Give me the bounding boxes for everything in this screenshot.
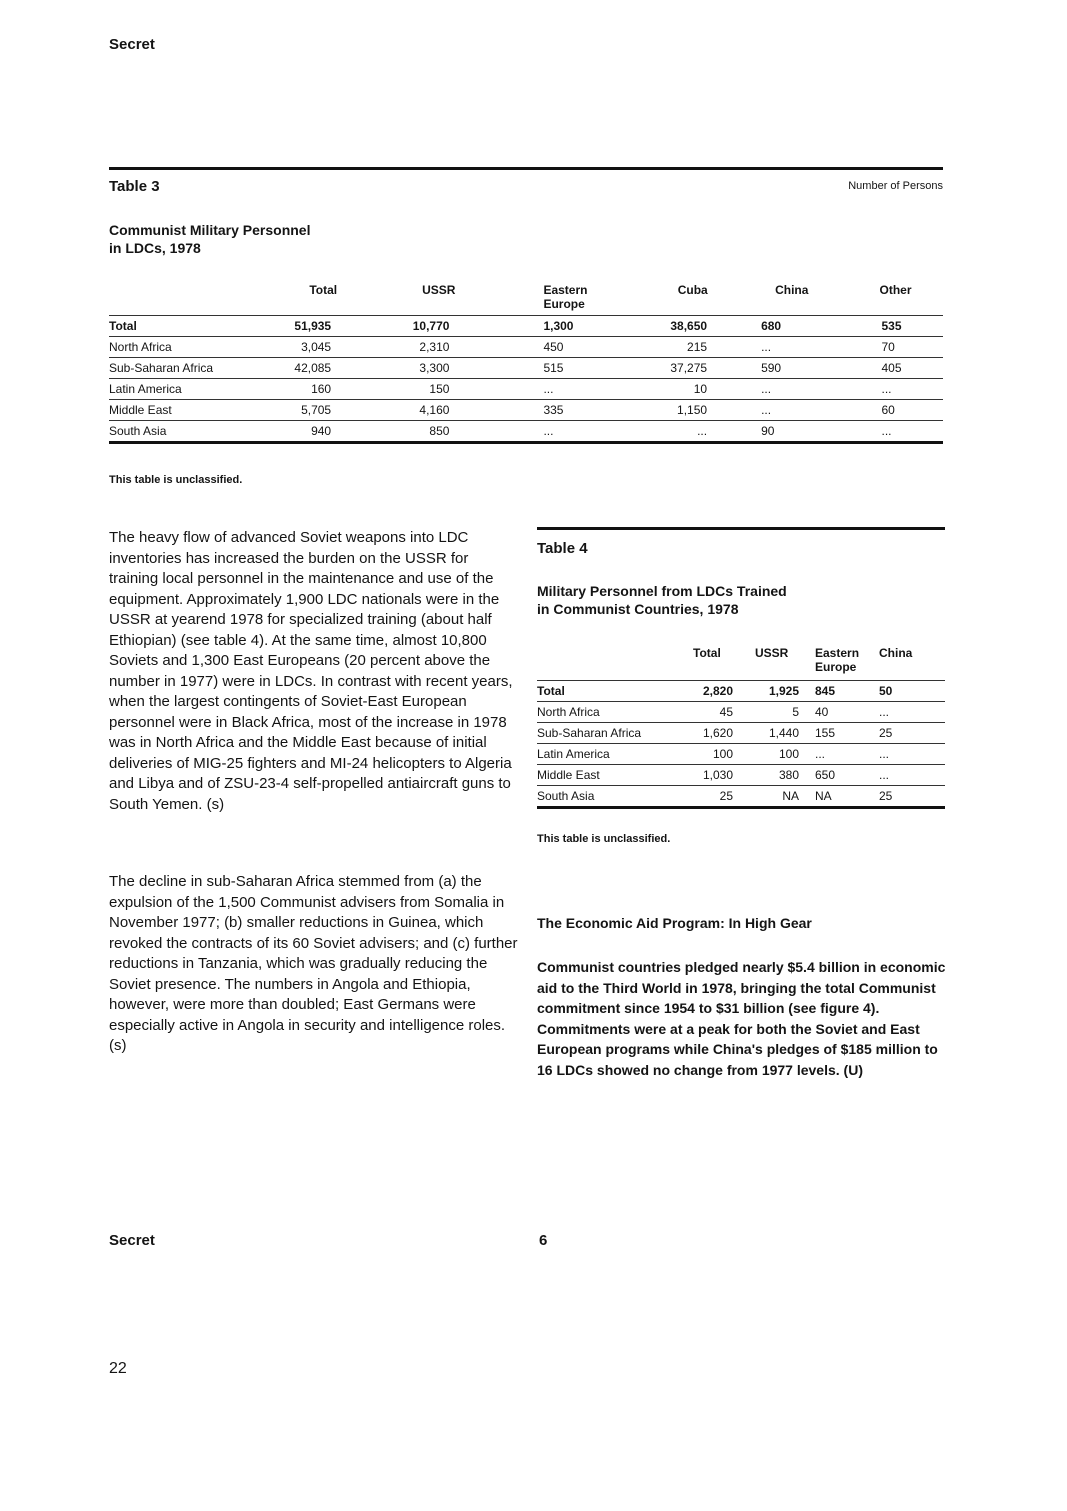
table-cell: ... (805, 743, 875, 764)
table3-col-header: China (713, 283, 823, 315)
table-row (537, 764, 945, 785)
table-cell: 1,925 (739, 680, 805, 701)
table4 (537, 646, 945, 809)
table-cell: 4,160 (337, 399, 455, 420)
table-cell: ... (824, 378, 944, 399)
table-cell: ... (824, 420, 944, 442)
table3-title-line2: in LDCs, 1978 (109, 240, 201, 256)
body-paragraph-1: The heavy flow of advanced Soviet weapons into LDC inventories has increased the burden on the USSR for training local personnel in the maintenance and use of the equipment. Approximately 1,900 LDC nationals were in the USSR at yearend 1978 for specialized training (about half Ethiopian) (see table 4). At the same time, almost 10,800 Soviets and 1,300 East Europeans (20 percent above the number in 1977) were in LDCs. In contrast with recent years, when the largest contingents of Soviet-East European personnel were in Black Africa, most of the increase in 1978 was in North Africa and the Middle East because of initial deliveries of MIG-25 fighters and MI-24 helicopters to Algeria and Libya and of ZSU-23-4 self-propelled antiaircraft guns to South Yemen. (s) (109, 529, 513, 813)
table-cell: 535 (824, 315, 944, 336)
table-cell: 380 (739, 764, 805, 785)
table3-top-rule (109, 167, 943, 170)
table-cell: 51,935 (219, 315, 337, 336)
table-cell: 1,300 (455, 315, 599, 336)
row-label: North Africa (537, 701, 677, 722)
table-cell: 42,085 (219, 357, 337, 378)
table-cell: 38,650 (600, 315, 713, 336)
row-label: North Africa (109, 336, 219, 357)
table-cell: 10,770 (337, 315, 455, 336)
table-cell: 40 (805, 701, 875, 722)
table4-col-header (537, 646, 677, 680)
table4-col-header: Total (677, 646, 739, 680)
table-cell: ... (875, 743, 945, 764)
table3-units: Number of Persons (848, 180, 943, 192)
table-cell: 1,440 (739, 722, 805, 743)
table-row (537, 680, 945, 701)
table4-label: Table 4 (537, 540, 588, 557)
table-row (109, 420, 943, 442)
sheet-number: 22 (109, 1360, 127, 1377)
table-cell: ... (600, 420, 713, 442)
row-label: Latin America (109, 378, 219, 399)
table3-col-header: Eastern Europe (455, 283, 599, 315)
table4-note: This table is unclassified. (537, 833, 671, 845)
table4-title-line2: in Communist Countries, 1978 (537, 601, 739, 617)
body-paragraph-3: Communist countries pledged nearly $5.4 billion in economic aid to the Third World in 1978, bringing the total Communist commitment since 1954 to $31 billion (see figure 4). Commitments were at a peak for both the Soviet and East European programs while China's pledges of $185 million to 16 LDCs showed no change from 1977 levels. (U) (537, 959, 946, 1078)
row-label: Total (109, 315, 219, 336)
table-cell: ... (713, 378, 823, 399)
table-row (109, 378, 943, 399)
table-cell: 850 (337, 420, 455, 442)
table3-col-header: Other (824, 283, 944, 315)
table3-title-line1: Communist Military Personnel (109, 222, 311, 238)
top-classification: Secret (109, 36, 155, 53)
table-cell: 450 (455, 336, 599, 357)
row-label: Middle East (537, 764, 677, 785)
table-cell: 5 (739, 701, 805, 722)
table-cell: NA (805, 785, 875, 807)
table-cell: 1,620 (677, 722, 739, 743)
table-cell: 155 (805, 722, 875, 743)
body-paragraph-2: The decline in sub-Saharan Africa stemmed from (a) the expulsion of the 1,500 Communist advisers from Somalia in November 1977; (b) smaller reductions in Guinea, which revoked the contracts of its 60 Soviet advisers; and (c) further reductions in Tanzania, which was gradually reducing the Soviet presence. The numbers in Angola and Ethiopia, however, were more than doubled; East Germans were especially active in Angola in security and intelligence roles.(s) (109, 873, 518, 1054)
table4-col-header: USSR (739, 646, 805, 680)
row-label: Total (537, 680, 677, 701)
table-row (109, 399, 943, 420)
table-row (537, 785, 945, 807)
table-row (537, 743, 945, 764)
table-cell: ... (713, 399, 823, 420)
table-cell: ... (875, 764, 945, 785)
table-cell: 1,150 (600, 399, 713, 420)
table-cell: 37,275 (600, 357, 713, 378)
table-cell: 25 (875, 785, 945, 807)
table-cell: 590 (713, 357, 823, 378)
table-cell: 650 (805, 764, 875, 785)
table-cell: 25 (677, 785, 739, 807)
row-label: South Asia (537, 785, 677, 807)
table4-col-header: Eastern Europe (805, 646, 875, 680)
table3-label: Table 3 (109, 178, 160, 195)
table-cell: 405 (824, 357, 944, 378)
table-cell: 1,030 (677, 764, 739, 785)
table3-title (109, 221, 409, 257)
table-row (537, 701, 945, 722)
bottom-classification: Secret (109, 1232, 155, 1249)
table-row (109, 357, 943, 378)
table-cell: ... (455, 420, 599, 442)
table-cell: 515 (455, 357, 599, 378)
table-row (537, 722, 945, 743)
row-label: Sub-Saharan Africa (537, 722, 677, 743)
table-cell: 160 (219, 378, 337, 399)
table-cell: 25 (875, 722, 945, 743)
table-cell: 215 (600, 336, 713, 357)
table4-title-line1: Military Personnel from LDCs Trained (537, 583, 787, 599)
table-cell: 335 (455, 399, 599, 420)
table-cell: ... (875, 701, 945, 722)
table-cell: 45 (677, 701, 739, 722)
row-label: Sub-Saharan Africa (109, 357, 219, 378)
table-cell: 680 (713, 315, 823, 336)
table-cell: ... (713, 336, 823, 357)
table-row (109, 336, 943, 357)
table4-title (537, 582, 857, 618)
table-cell: 100 (739, 743, 805, 764)
page-number: 6 (539, 1232, 548, 1249)
table4-top-rule (537, 527, 945, 530)
table-cell: 60 (824, 399, 944, 420)
table3 (109, 283, 943, 444)
table3-col-header: Cuba (600, 283, 713, 315)
table-cell: 845 (805, 680, 875, 701)
table-cell: 10 (600, 378, 713, 399)
table4-col-header: China (875, 646, 945, 680)
table-cell: 940 (219, 420, 337, 442)
table-cell: NA (739, 785, 805, 807)
table4-header-row (537, 646, 945, 680)
section-heading: The Economic Aid Program: In High Gear (537, 915, 812, 931)
row-label: Middle East (109, 399, 219, 420)
row-label: South Asia (109, 420, 219, 442)
row-label: Latin America (537, 743, 677, 764)
table-cell: 70 (824, 336, 944, 357)
table-cell: 50 (875, 680, 945, 701)
table-cell: 5,705 (219, 399, 337, 420)
table-cell: 2,310 (337, 336, 455, 357)
table-cell: ... (455, 378, 599, 399)
table3-col-header: Total (219, 283, 337, 315)
table-cell: 90 (713, 420, 823, 442)
table3-header-row (109, 283, 943, 315)
table-cell: 3,300 (337, 357, 455, 378)
table-cell: 150 (337, 378, 455, 399)
table-cell: 100 (677, 743, 739, 764)
table3-note: This table is unclassified. (109, 474, 243, 486)
table-cell: 2,820 (677, 680, 739, 701)
table3-col-header: USSR (337, 283, 455, 315)
table-row (109, 315, 943, 336)
table3-col-header (109, 283, 219, 315)
table-cell: 3,045 (219, 336, 337, 357)
